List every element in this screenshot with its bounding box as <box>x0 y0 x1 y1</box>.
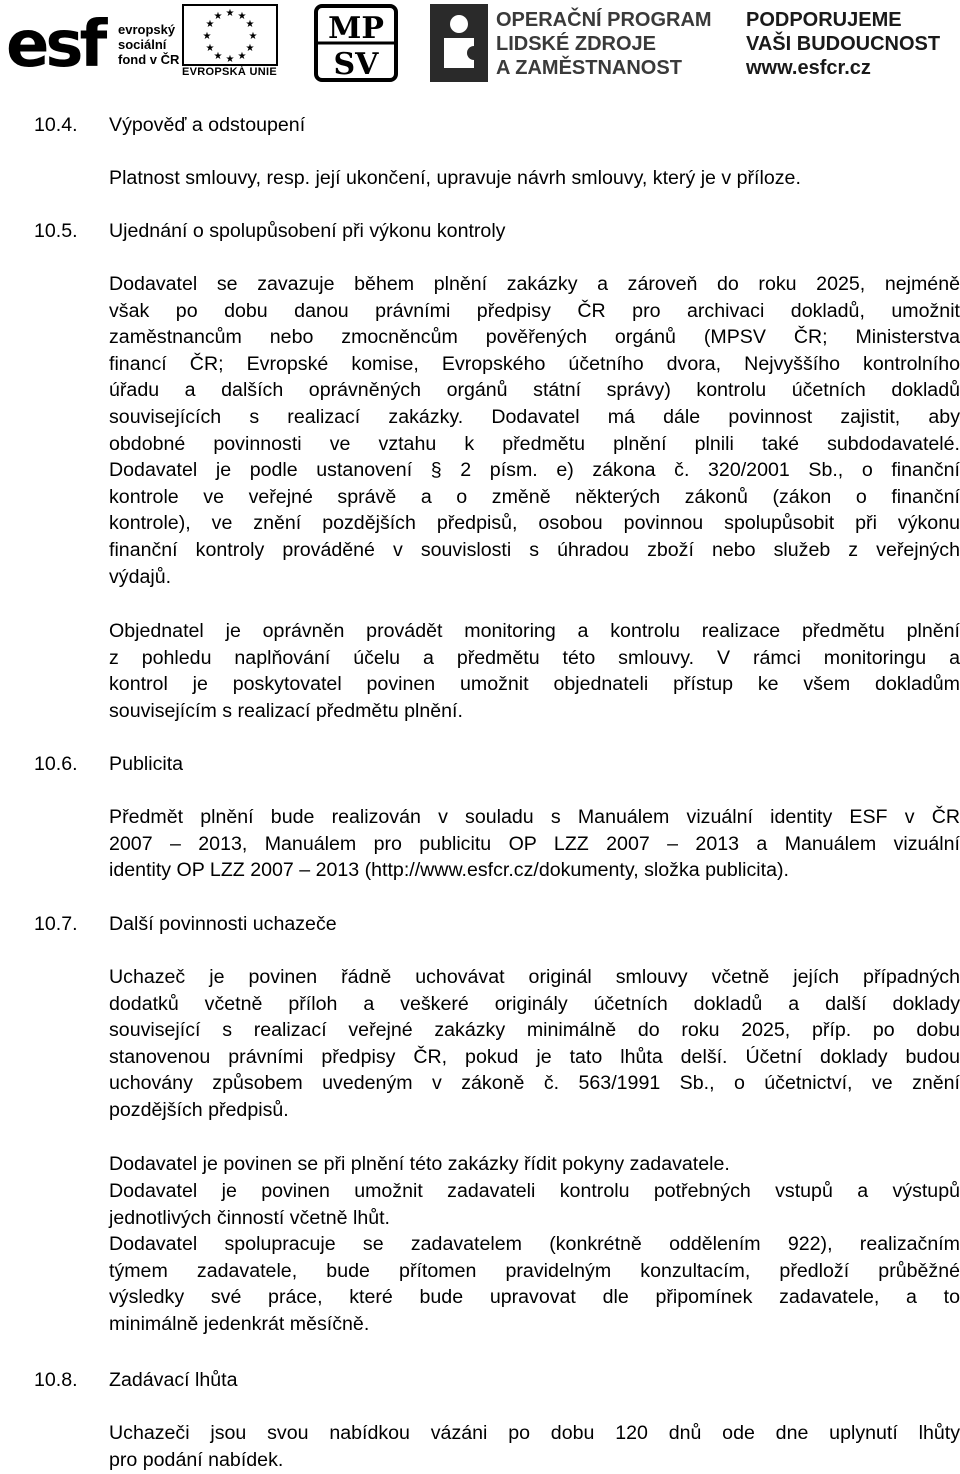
svg-text:★: ★ <box>205 43 215 54</box>
section-number: 10.8. <box>34 1369 78 1391</box>
section-number: 10.7. <box>34 913 78 935</box>
section-number: 10.6. <box>34 753 78 775</box>
section-number: 10.5. <box>34 220 78 242</box>
mpsv-logo-icon <box>314 4 398 82</box>
paragraph-10-8-1: Uchazeči jsou svou nabídkou vázáni po dobu 120 dnů ode dne uplynutí lhůty pro podání nabídek. <box>109 1422 960 1471</box>
section-title: Publicita <box>109 753 184 775</box>
page-header <box>0 0 960 90</box>
svg-text:★: ★ <box>202 31 212 42</box>
section-title: Zadávací lhůta <box>109 1369 238 1391</box>
mpsv-bottom-text: SV <box>333 47 379 82</box>
svg-text:★: ★ <box>213 11 223 22</box>
paragraph-10-7-4: Dodavatel spolupracuje se zadavatelem (konkrétně oddělením 922), realizačním týmem zadavatele, bude přítomen pravidelným konzultacím, předloží průběžné výsledky své práce, které bude upravovat dle připomínek zadavatele, a to minimálně jedenkrát měsíčně. <box>109 1233 960 1335</box>
paragraph-10-5-1: Dodavatel se zavazuje během plnění zakázky a zároveň do roku 2025, nejméně však po dobu danou právními předpisy ČR pro archivaci dokladů, umožnit zaměstnancům nebo zmocněncům pověřených orgánů (MPSV ČR; Ministerstva financí ČR; Evropské komise, Evropského účetního dvora, Nejvyššího kontrolního úřadu a dalších oprávněných orgánů státní správy) kontrolu účetních dokladů souvisejících s realizací zakázky. Dodavatel má dále povinnost zajistit, aby obdobné povinnosti ve vztahu k předmětu plnění plnili také subdodavatelé. Dodavatel je podle ustanovení § 2 písm. e) zákona č. 320/2001 Sb., o finanční kontrole ve veřejné správě a o změně některých zákonů (zákon o finanční kontrole), ve znění pozdějších předpisů, osobou povinnou spolupůsobit při výkonu finanční kontroly prováděné v souvislosti s úhradou zboží nebo služeb z veřejných výdajů. <box>109 273 960 588</box>
op-program-title: OPERAČNÍ PROGRAM LIDSKÉ ZDROJE A ZAMĚSTNANOST <box>496 9 712 79</box>
eu-flag-icon <box>182 4 278 66</box>
paragraph-10-6-1: Předmět plnění bude realizován v souladu s Manuálem vizuální identity ESF v ČR 2007 – 2013, Manuálem pro publicitu OP LZZ 2007 – 2013 a Manuálem vizuální identity OP LZZ 2007 – 2013 (http://www.esfcr.cz/dokumenty, složka publicita). <box>109 806 960 882</box>
section-title: Další povinnosti uchazeče <box>109 913 337 935</box>
support-slogan: PODPORUJEME VAŠI BUDOUCNOST www.esfcr.cz <box>746 9 941 79</box>
puzzle-icon <box>430 4 488 82</box>
paragraph-10-4-1: Platnost smlouvy, resp. její ukončení, upravuje návrh smlouvy, který je v příloze. <box>109 167 801 189</box>
svg-text:★: ★ <box>248 31 258 42</box>
svg-text:★: ★ <box>213 51 223 62</box>
paragraph-10-7-2: Dodavatel je povinen se při plnění této zakázky řídit pokyny zadavatele. <box>109 1153 730 1175</box>
svg-text:★: ★ <box>225 8 235 19</box>
mpsv-top-text: MP <box>328 11 384 46</box>
svg-text:★: ★ <box>205 19 215 30</box>
paragraph-10-7-1: Uchazeč je povinen řádně uchovávat originál smlouvy včetně jejích případných dodatků včetně příloh a veškeré originály účetních dokladů a další doklady související s realizací veřejné zakázky minimálně do roku 2025, příp. po dobu stanovenou právními předpisy ČR, pokud je tato lhůta delší. Účetní doklady budou uchovány způsobem uvedeným v zákoně č. 563/1991 Sb., o účetnictví, ve znění pozdějších předpisů. <box>109 966 960 1121</box>
svg-text:★: ★ <box>237 51 247 62</box>
paragraph-10-5-2: Objednatel je oprávněn provádět monitoring a kontrolu realizace předmětu plnění z pohledu naplňování účelu a předmětu této smlouvy. V rámci monitoringu a kontrol je poskytovatel povinen umožnit objednateli přístup ke všem dokladům souvisejícím s realizací předmětu plnění. <box>109 620 960 722</box>
eu-label: EVROPSKÁ UNIE <box>182 66 277 78</box>
section-title: Ujednání o spolupůsobení při výkonu kontroly <box>109 220 506 242</box>
svg-text:★: ★ <box>245 19 255 30</box>
esf-logo-mark: esf <box>6 8 104 82</box>
esf-logo-text: evropský sociální fond v ČR <box>118 22 180 67</box>
paragraph-10-7-3: Dodavatel je povinen umožnit zadavateli kontrolu potřebných vstupů a výstupů jednotlivých činností včetně lhůt. <box>109 1180 960 1229</box>
svg-text:★: ★ <box>245 43 255 54</box>
section-title: Výpověď a odstoupení <box>109 114 306 136</box>
section-number: 10.4. <box>34 114 78 136</box>
svg-text:★: ★ <box>225 54 235 65</box>
svg-text:★: ★ <box>237 11 247 22</box>
